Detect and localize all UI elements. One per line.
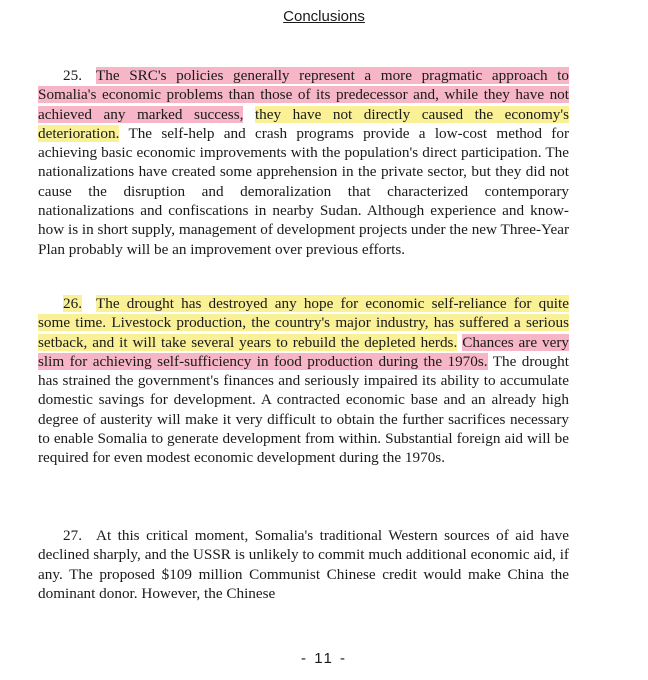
paragraph-number: 27. xyxy=(63,527,82,544)
paragraph-27 xyxy=(38,526,569,603)
paragraph-text: The self-help and crash programs provide a low-cost method for achieving basic economic improvements with the population's direct participation. The nationalizations have created some apprehension in the private sector, but they did not cause the disruption and demoralization that characterized contemporary nationalizations and confiscations in nearby Sudan. Although experience and know-how is in short supply, management of development projects under the new Three-Year Plan probably will be an improvement over previous efforts. xyxy=(38,124,570,258)
highlight-yellow: The drought has destroyed any hope for economic self-reliance for quite some time. Livestock production, the country's major industry, has suffered a serious setback, and it will take several years to rebuild the depleted herds. xyxy=(38,295,569,351)
paragraph-text: The drought has strained the government's finances and seriously impaired its ability to accumulate domestic savings for development. A contracted economic base and an already high degree of austerity will make it very difficult to obtain the further sacrifices necessary to enable Somalia to generate development from within. Substantial foreign aid will be required for even modest economic development during the 1970s. xyxy=(38,352,569,467)
paragraph-25 xyxy=(38,66,569,259)
highlight-pink: Chances are very slim for achieving self-sufficiency in food production during the 1970s. xyxy=(38,333,569,370)
highlight-yellow: they have not directly caused the economy's deterioration. xyxy=(38,105,569,142)
paragraph-number: 26. xyxy=(63,295,82,312)
section-heading xyxy=(0,8,648,25)
heading-text: Conclusions xyxy=(283,8,365,25)
page-number: - 11 - xyxy=(301,650,347,667)
highlight-pink: The SRC's policies generally represent a more pragmatic approach to Somalia's economic problems than those of its predecessor and, while they have not achieved any marked success, xyxy=(38,67,569,123)
paragraph-text: At this critical moment, Somalia's traditional Western sources of aid have declined sharply, and the USSR is unlikely to commit much additional economic aid, if any. The proposed $109 million Communist Chinese credit would make China the dominant donor. However, the Chinese xyxy=(38,527,569,602)
paragraph-26 xyxy=(38,294,569,468)
paragraph-number: 25. xyxy=(63,67,82,84)
